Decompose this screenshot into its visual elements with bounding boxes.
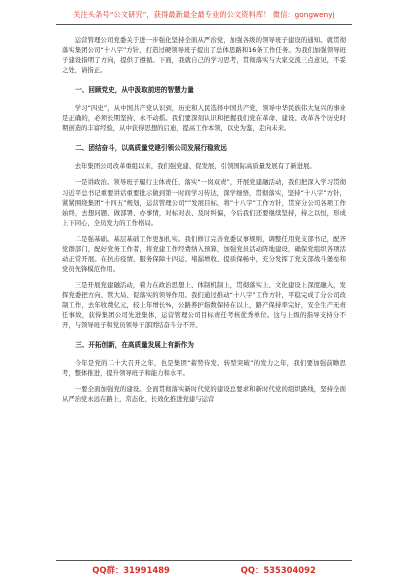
section-1-paragraph: 学习“四史”，从中国共产党认识到，历史和人民选择中国共产党，领导中华民族伟大复兴的事业是正确的，必须长期坚持、永不动摇。我们要深刻认识和把握我们党在革命、建设、改革各个历史时期创造的丰富经验，从中获得思想的启迪，提高工作本领，以史为鉴，走向未来。 (62, 105, 346, 133)
footer-divider (56, 560, 352, 561)
section-3-paragraph-1: 今年是党的二十大召开之年，也是集团“蓄势待发、转型突破”的发力之年，我们要加强前瞻思考，整体推进，提升领导班子和能力和水平。 (62, 360, 346, 378)
qq-group-label: QQ群：31991489 (92, 565, 170, 575)
section-2-paragraph-3: 二是强基础。基层基础工作更加扎实。我们修订完善党委议事规则，调整任用党支部书记，配齐党群部门，配好党务工作者，将党建工作经费纳入预算，加强党员活动阵地建设，确保党组织各项活动正常开展。在抗击疫情、服务保障十四运、堵漏增收、提质保畅中，充分发挥了党支部战斗堡垒和党员先锋模范作用。 (62, 235, 346, 273)
qq-contact-label: QQ：535304092 (240, 565, 316, 575)
header-divider (56, 24, 352, 25)
section-2-paragraph-2: 一是讲政治。领导班子履行主体责任，落实“一岗双责”，开展党建融活动，我们把深入学习贯彻习近平总书记重要讲话重要批示做到第一时间学习传达，深学细悟，贯彻落实，坚持“十八字”方针，紧紧围绕集团“十四五”规划，运营管理公司“”发展目标，将“十八字”工作方针，贯穿分公司各项工作始终，去想问题、做部署、办事情，对标对表、及时纠偏，今后我们还要继续坚持，持之以恒，形成上下同心，全员发力的工作格局。 (62, 179, 346, 227)
intro-paragraph: 运营管理公司党委关于进一步强化坚持全面从严治党，加强各级的领导班子建设的通知。就贯彻落实集团公司“十八字”方针，打造过硬领导班子提出了总体思路和16条工作任务。为我们加强领导班子建设指明了方向，提供了遵循。下面，我就自己的学习思考，贯彻落实与大家交流三点意见，不妥之处，请指正。 (62, 37, 346, 75)
section-2-heading: 二、团结奋斗，以高质量党建引领公司发展行稳致远 (75, 144, 227, 153)
promo-footer (0, 564, 408, 576)
promo-header: 关注头条号“公文研究”，获得最新最全最专业的公文资料库！ 微信：gongwenyj (73, 10, 335, 19)
section-3-heading: 三、开拓创新，在高质量发展上有新作为 (75, 341, 194, 350)
document-body (62, 36, 346, 411)
section-2-paragraph-4: 三是开展党建融活动，着力在政治思想上、体制机制上，贯彻落实上、文化建设上深度融入，发挥党委把方向、管大局、促落实的领导作用。我们通过推动“十八字”工作方针，平稳完成了分公司改制工作，去年收费亿元，较上年增长%，公路养护指数保持在以上，路产保持率完好，安全生产无责任事故，获得集团公司先进集体，运营管理公司目标责任考核优秀单位。这与上级的指导支持分不开，与领导班子和党员领导干部团结奋斗分不开。 (62, 281, 346, 330)
section-3-paragraph-2: 一要全面加强党的建设。全面贯彻落实新时代党的建设总要求和新时代党的组织路线，坚持全面从严治党永远在路上，常态化、长效化推进党建与运营 (62, 386, 346, 404)
section-2-paragraph-1: 去年集团公司改革重组以来，我们强党建、促发展，引领国际高质量发展有了新进展。 (74, 163, 316, 171)
section-1-heading: 一、回顾党史，从中汲取前进的智慧力量 (75, 86, 194, 95)
